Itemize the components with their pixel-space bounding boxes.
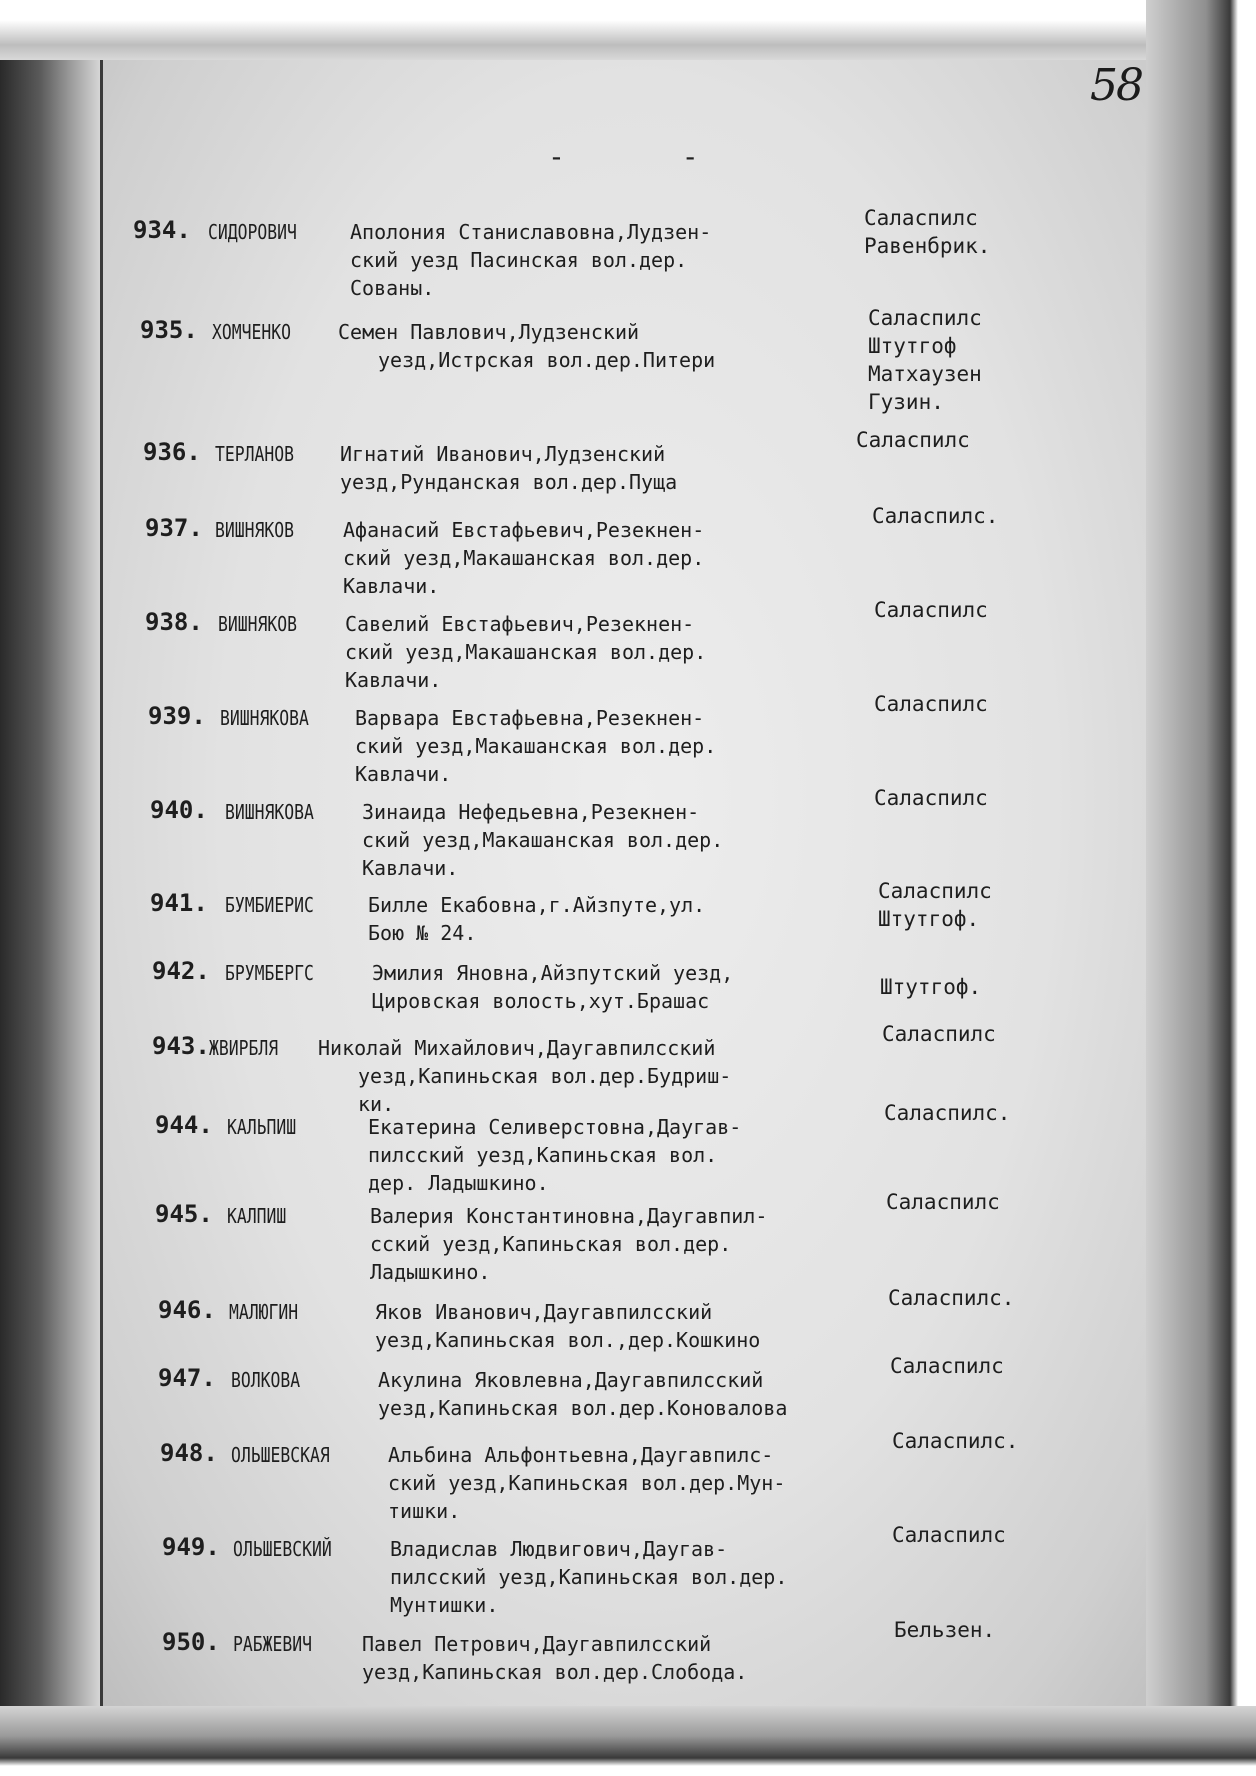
list-item [0, 1522, 1256, 1617]
entry-number: 942. [152, 957, 210, 985]
entry-camp: Саласпилс. [892, 1429, 1019, 1453]
entry-surname: БУМБИЕРИС [225, 893, 314, 917]
entry-surname: СИДОРОВИЧ [208, 220, 297, 244]
entry-camp: Гузин. [868, 390, 944, 414]
entry-camp: Саласпилс [892, 1523, 1006, 1547]
entry-surname: ВИШНЯКОВА [225, 800, 314, 824]
entry-number: 946. [158, 1296, 216, 1324]
entry-camp: Саласпилс [864, 206, 978, 230]
entry-details-line: Бою № 24. [368, 921, 477, 945]
entry-number: 940. [150, 796, 208, 824]
entry-details-line: Ладышкино. [370, 1260, 491, 1284]
entry-camp: Саласпилс [882, 1022, 996, 1046]
entry-details-line: Кавлачи. [343, 574, 440, 598]
entry-details-first-line: Семен Павлович,Лудзенский [338, 320, 640, 344]
entry-details-line: Сованы. [350, 276, 435, 300]
list-item [0, 503, 1256, 598]
entry-surname: БРУМБЕРГС [225, 961, 314, 985]
entry-camp: Матхаузен [868, 362, 982, 386]
page-number: 58 [1090, 60, 1142, 111]
entry-details-line: дер. Ладышкино. [368, 1171, 549, 1195]
entry-surname: ОЛЬШЕВСКИЙ [233, 1537, 332, 1561]
bottom-edge-shadow [0, 1706, 1256, 1776]
entry-details-line: уезд,Рунданская вол.дер.Пуща [340, 470, 678, 494]
entry-surname: ОЛЬШЕВСКАЯ [231, 1443, 330, 1467]
entry-details-first-line: Эмилия Яновна,Айзпутский уезд, [372, 961, 734, 985]
entry-surname: ВОЛКОВА [231, 1368, 301, 1392]
list-item [0, 1353, 1256, 1420]
entry-camp: Штутгоф. [880, 975, 982, 999]
entry-details-line: пилсский уезд,Капиньская вол.дер. [390, 1565, 788, 1589]
entry-number: 941. [150, 889, 208, 917]
entry-number: 943. [152, 1032, 210, 1060]
entry-camp: Саласпилс [886, 1190, 1000, 1214]
entry-details-line: сский уезд,Капиньская вол.дер. [370, 1232, 732, 1256]
list-item [0, 597, 1256, 692]
entry-details-first-line: Николай Михайлович,Даугавпилсский [318, 1036, 716, 1060]
entry-surname: РАБЖЕВИЧ [233, 1632, 312, 1656]
list-item [0, 1021, 1256, 1116]
entry-number: 948. [160, 1439, 218, 1467]
entry-details-line: ки. [358, 1092, 395, 1116]
entry-surname: КАЛПИШ [227, 1204, 287, 1228]
entry-number: 938. [145, 608, 203, 636]
entry-number: 945. [155, 1200, 213, 1228]
entry-number: 935. [140, 316, 198, 344]
entry-number: 950. [162, 1628, 220, 1656]
entry-details-first-line: Савелий Евстафьевич,Резекнен- [345, 612, 695, 636]
entry-details-line: тишки. [388, 1499, 461, 1523]
entry-details-line: Кавлачи. [362, 856, 459, 880]
entry-details-line: уезд,Капиньская вол.дер.Слобода. [362, 1660, 748, 1684]
entry-details-line: ский уезд Пасинская вол.дер. [350, 248, 688, 272]
entry-number: 934. [133, 216, 191, 244]
entry-surname: ЖВИРБЛЯ [209, 1036, 279, 1060]
entry-details-first-line: Павел Петрович,Даугавпилсский [362, 1632, 712, 1656]
entry-details-line: уезд,Истрская вол.дер.Питери [378, 348, 716, 372]
entry-number: 939. [148, 702, 206, 730]
entry-details-first-line: Яков Иванович,Даугавпилсский [375, 1300, 713, 1324]
entry-surname: ВИШНЯКОВ [215, 518, 294, 542]
entry-camp: Саласпилс [890, 1354, 1004, 1378]
entry-camp: Равенбрик. [864, 234, 991, 258]
entry-camp: Саласпилс [874, 786, 988, 810]
entry-camp: Саласпилс [868, 306, 982, 330]
entry-number: 949. [162, 1533, 220, 1561]
list-item [0, 946, 1256, 1013]
top-edge-shadow [0, 0, 1256, 60]
entry-details-first-line: Акулина Яковлевна,Даугавпилсский [378, 1368, 764, 1392]
entry-surname: МАЛЮГИН [229, 1300, 299, 1324]
entry-details-first-line: Валерия Константиновна,Даугавпил- [370, 1204, 768, 1228]
entry-camp: Штутгоф. [878, 907, 980, 931]
list-item [0, 785, 1256, 880]
entry-details-line: уезд,Капиньская вол.дер.Будриш- [358, 1064, 732, 1088]
entry-surname: ХОМЧЕНКО [212, 320, 291, 344]
list-item [0, 1189, 1256, 1284]
entry-surname: ВИШНЯКОВ [218, 612, 297, 636]
list-item [0, 1428, 1256, 1523]
entry-number: 937. [145, 514, 203, 542]
entry-details-first-line: Владислав Людвигович,Даугав- [390, 1537, 728, 1561]
entry-details-line: ский уезд,Макашанская вол.дер. [362, 828, 724, 852]
entry-camp: Саласпилс [874, 692, 988, 716]
entry-details-line: Кавлачи. [345, 668, 442, 692]
entry-details-line: пилсский уезд,Капиньская вол. [368, 1143, 718, 1167]
entry-details-first-line: Екатерина Селиверстовна,Даугав- [368, 1115, 742, 1139]
entry-camp: Саласпилс. [872, 504, 999, 528]
list-item [0, 205, 1256, 300]
entry-details-line: ский уезд,Макашанская вол.дер. [343, 546, 705, 570]
entry-details-first-line: Аполония Станиславовна,Лудзен- [350, 220, 712, 244]
entry-surname: ВИШНЯКОВА [220, 706, 309, 730]
entry-details-line: уезд,Капиньская вол.,дер.Кошкино [375, 1328, 761, 1352]
entry-details-first-line: Альбина Альфонтьевна,Даугавпилс- [388, 1443, 774, 1467]
entry-camp: Саласпилс [874, 598, 988, 622]
entry-details-line: Цировская волость,хут.Брашас [372, 989, 710, 1013]
entry-details-first-line: Афанасий Евстафьевич,Резекнен- [343, 518, 705, 542]
entry-details-first-line: Игнатий Иванович,Лудзенский [340, 442, 666, 466]
entry-number: 944. [155, 1111, 213, 1139]
list-item [0, 1100, 1256, 1195]
entry-details-first-line: Билле Екабовна,г.Айзпуте,ул. [368, 893, 706, 917]
list-item [0, 691, 1256, 786]
entry-camp: Бельзен. [894, 1618, 996, 1642]
list-item [0, 427, 1256, 494]
list-item [0, 878, 1256, 945]
entry-camp: Саласпилс [856, 428, 970, 452]
entry-surname: ТЕРЛАНОВ [215, 442, 294, 466]
entry-camp: Саласпилс. [884, 1101, 1011, 1125]
entry-details-line: Мунтишки. [390, 1593, 499, 1617]
entry-details-first-line: Зинаида Нефедьевна,Резекнен- [362, 800, 700, 824]
entry-details-line: уезд,Капиньская вол.дер.Коновалова [378, 1396, 788, 1420]
entry-surname: КАЛЬПИШ [227, 1115, 297, 1139]
list-item [0, 1285, 1256, 1352]
entry-details-first-line: Варвара Евстафьевна,Резекнен- [355, 706, 705, 730]
header-dashes: - - [548, 140, 749, 173]
list-item [0, 1617, 1256, 1684]
entry-camp: Саласпилс [878, 879, 992, 903]
entry-details-line: ский уезд,Макашанская вол.дер. [345, 640, 707, 664]
entry-details-line: ский уезд,Капиньская вол.дер.Мун- [388, 1471, 786, 1495]
list-item [0, 305, 1256, 417]
entry-details-line: Кавлачи. [355, 762, 452, 786]
entry-number: 936. [143, 438, 201, 466]
entry-camp: Штутгоф [868, 334, 957, 358]
entry-number: 947. [158, 1364, 216, 1392]
entry-details-line: ский уезд,Макашанская вол.дер. [355, 734, 717, 758]
entry-camp: Саласпилс. [888, 1286, 1015, 1310]
